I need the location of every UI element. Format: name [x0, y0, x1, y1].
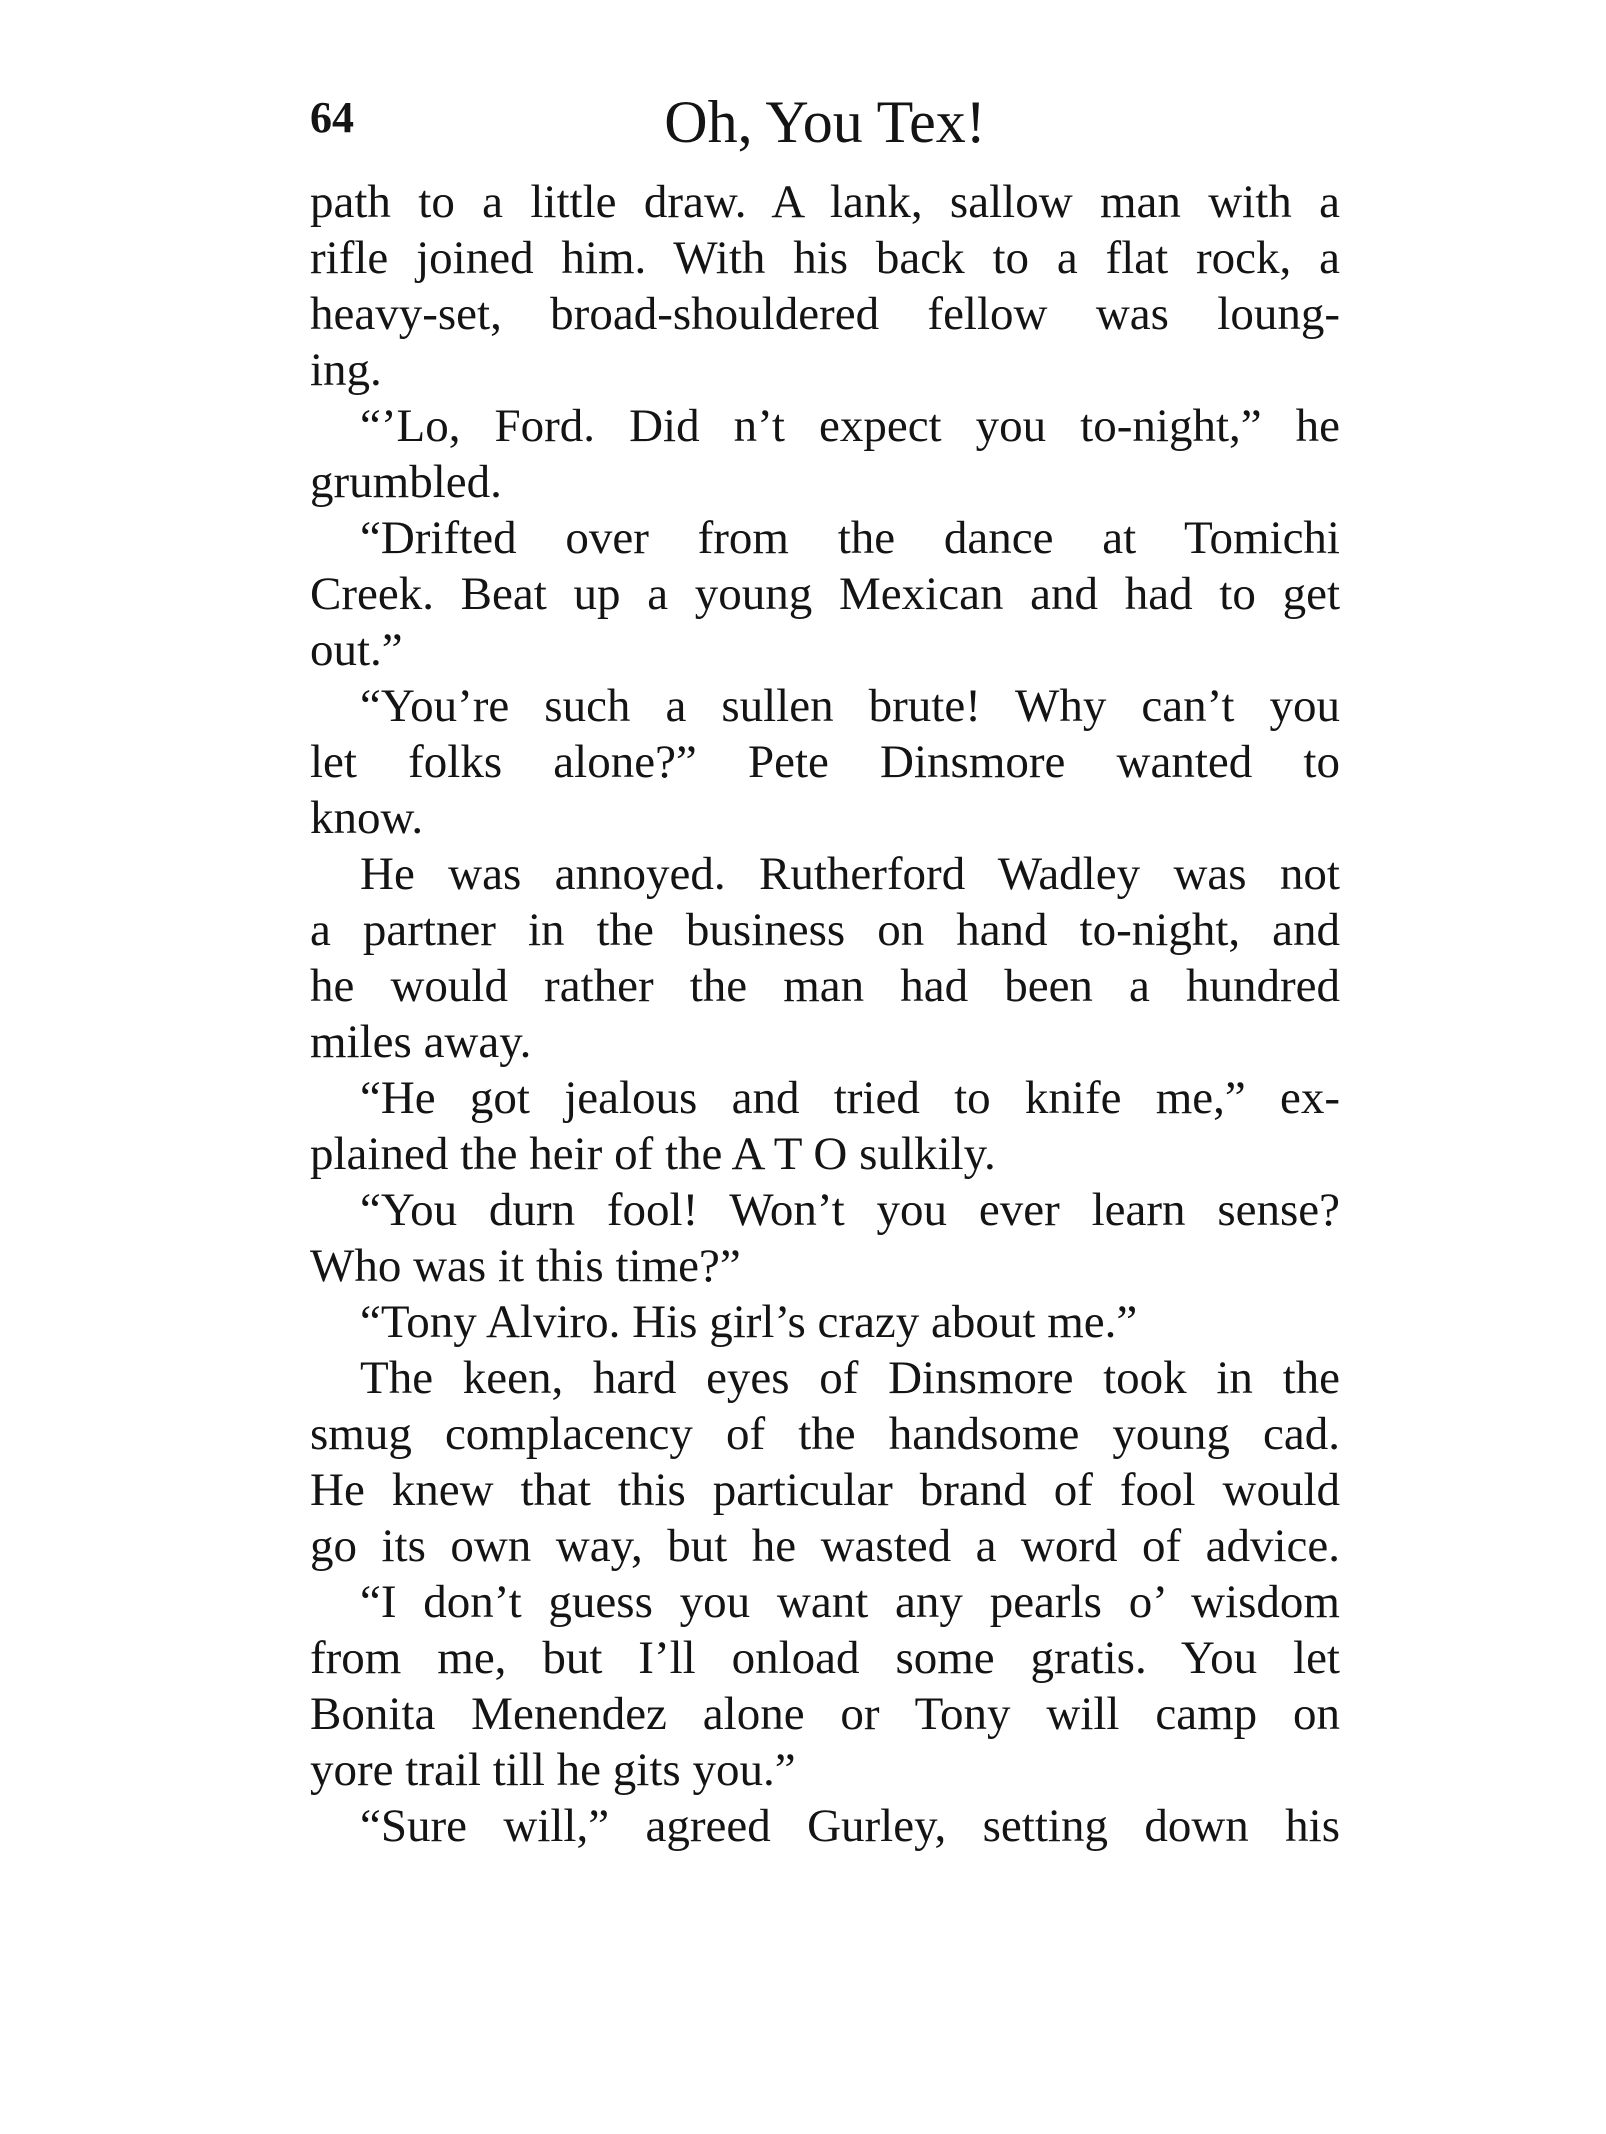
text-line: rifle joined him. With his back to a flat rock, a — [310, 232, 1340, 284]
text-line: “You durn fool! Won’t you ever learn sense? — [360, 1184, 1340, 1236]
text-line: go its own way, but he wasted a word of advice. — [310, 1520, 1340, 1572]
text-line: “He got jealous and tried to knife me,” ex- — [360, 1072, 1340, 1124]
text-line: plained the heir of the A T O sulkily. — [310, 1128, 996, 1180]
text-line: grumbled. — [310, 456, 502, 508]
text-line: “Tony Alviro. His girl’s crazy about me.” — [360, 1296, 1138, 1348]
text-line: Creek. Beat up a young Mexican and had to get — [310, 568, 1340, 620]
text-line: “You’re such a sullen brute! Why can’t you — [360, 680, 1340, 732]
text-line: let folks alone?” Pete Dinsmore wanted to — [310, 736, 1340, 788]
text-line: miles away. — [310, 1016, 532, 1068]
text-line: He knew that this particular brand of fool would — [310, 1464, 1340, 1516]
text-line: “Sure will,” agreed Gurley, setting down his — [360, 1800, 1340, 1852]
body-text — [310, 174, 1340, 1854]
text-line: The keen, hard eyes of Dinsmore took in the — [360, 1352, 1340, 1404]
text-line: heavy-set, broad-shouldered fellow was loung- — [310, 288, 1340, 340]
text-line: out.” — [310, 624, 403, 676]
text-line: from me, but I’ll onload some gratis. You let — [310, 1632, 1340, 1684]
text-line: know. — [310, 792, 424, 844]
text-line: “’Lo, Ford. Did n’t expect you to-night,” he — [360, 400, 1340, 452]
text-line: ing. — [310, 344, 382, 396]
book-title: Oh, You Tex! — [664, 89, 986, 155]
text-line: yore trail till he gits you.” — [310, 1744, 796, 1796]
text-line: a partner in the business on hand to-night, and — [310, 904, 1340, 956]
text-line: He was annoyed. Rutherford Wadley was not — [360, 848, 1340, 900]
text-line: “Drifted over from the dance at Tomichi — [360, 512, 1340, 564]
text-line: “I don’t guess you want any pearls o’ wisdom — [360, 1576, 1340, 1628]
text-line: Bonita Menendez alone or Tony will camp on — [310, 1688, 1340, 1740]
text-line: path to a little draw. A lank, sallow man with a — [310, 176, 1340, 228]
page-number: 64 — [310, 93, 354, 142]
text-line: Who was it this time?” — [310, 1240, 741, 1292]
running-head — [310, 89, 1340, 172]
text-line: he would rather the man had been a hundred — [310, 960, 1340, 1012]
text-line: smug complacency of the handsome young cad. — [310, 1408, 1340, 1460]
